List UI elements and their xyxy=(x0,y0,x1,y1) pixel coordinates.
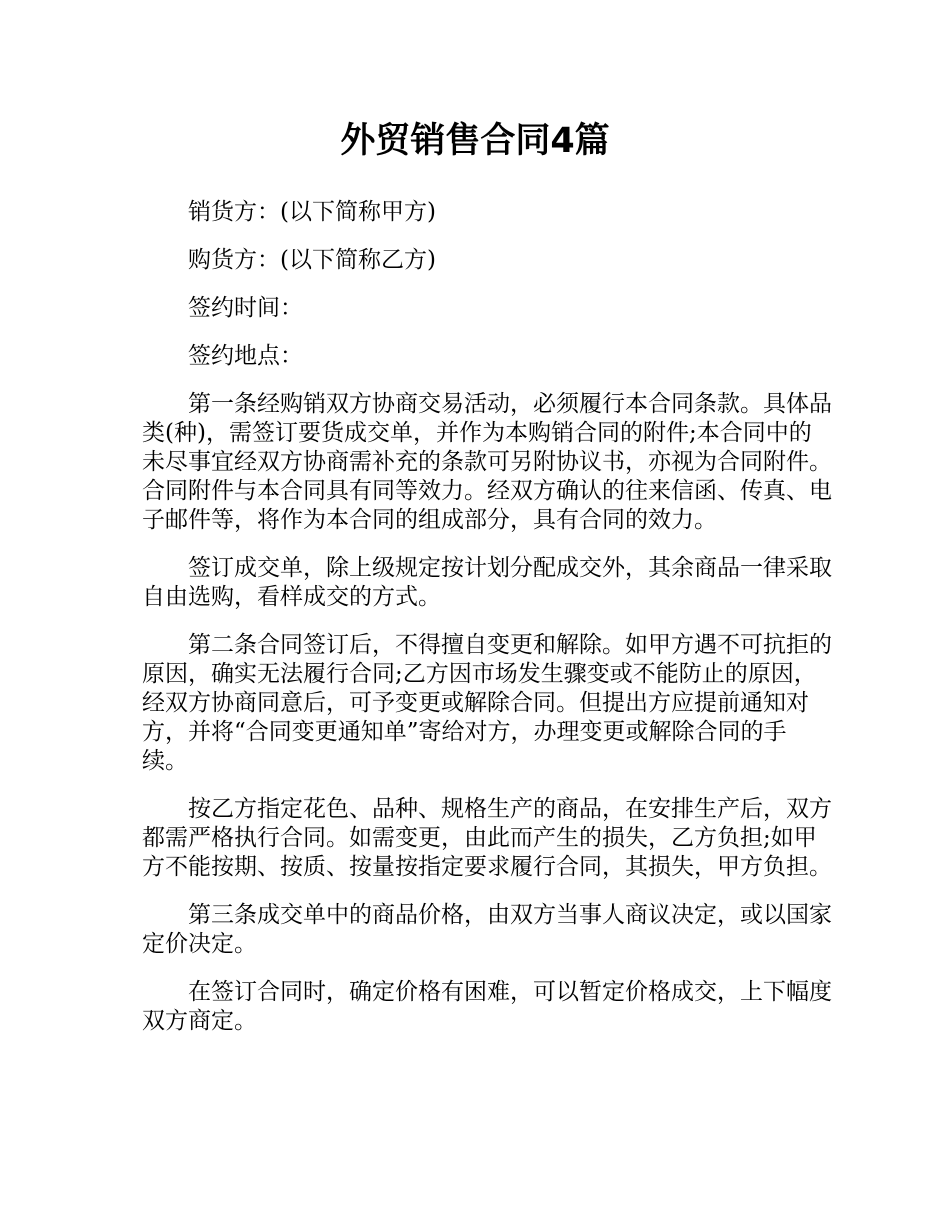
signing-time-line: 签约时间： xyxy=(188,295,303,321)
article-2-paragraph: 第二条合同签订后，不得擅自变更和解除。如甲方遇不可抗拒的原因，确实无法履行合同;乙方因市场发生骤变或不能防止的原因，经双方协商同意后，可予变更或解除合同。但提出方应提前通知对方，并将“合同变更通知单”寄给对方，办理变更或解除合同的手续。 xyxy=(142,632,832,774)
article-1-paragraph: 第一条经购销双方协商交易活动，必须履行本合同条款。具体品类(种)，需签订要货成交单，并作为本购销合同的附件;本合同中的未尽事宜经双方协商需补充的条款可另附协议书，亦视为合同附件。合同附件与本合同具有同等效力。经双方确认的往来信函、传真、电子邮件等，将作为本合同的组成部分，具有合同的效力。 xyxy=(142,391,832,533)
buyer-line: 购货方：(以下简称乙方) xyxy=(188,247,436,273)
document-title: 外贸销售合同4篇 xyxy=(340,121,610,161)
tentative-price-paragraph: 在签订合同时，确定价格有困难，可以暂定价格成交，上下幅度双方商定。 xyxy=(142,979,832,1034)
order-form-paragraph: 签订成交单，除上级规定按计划分配成交外，其余商品一律采取自由选购，看样成交的方式。 xyxy=(142,555,832,610)
article-3-paragraph: 第三条成交单中的商品价格，由双方当事人商议决定，或以国家定价决定。 xyxy=(142,902,832,957)
seller-line: 销货方：(以下简称甲方) xyxy=(188,199,436,225)
document-body xyxy=(142,198,832,1055)
custom-production-paragraph: 按乙方指定花色、品种、规格生产的商品，在安排生产后，双方都需严格执行合同。如需变更，由此而产生的损失，乙方负担;如甲方不能按期、按质、按量按指定要求履行合同，其损失，甲方负担。 xyxy=(142,796,832,880)
signing-place-line: 签约地点： xyxy=(188,343,303,369)
